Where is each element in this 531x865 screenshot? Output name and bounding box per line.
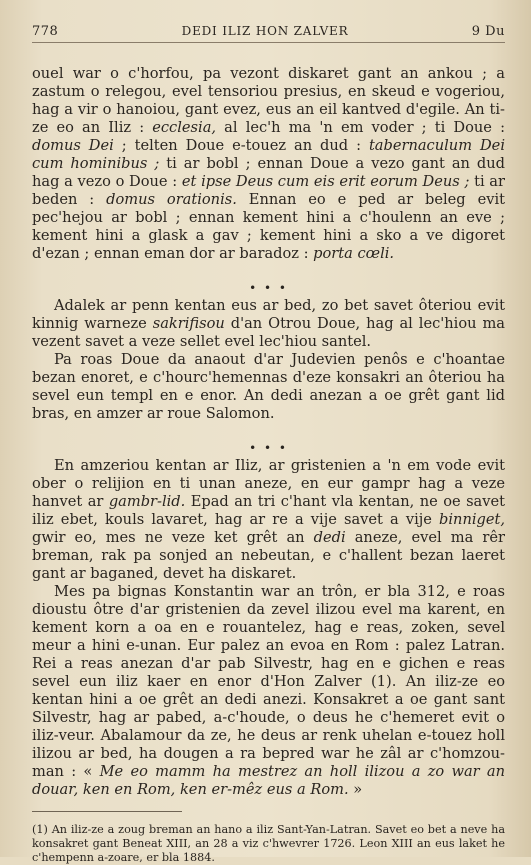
text-run: gwir eo, mes ne veze ket grêt an [32,529,314,546]
footnote: (1) An iliz-ze a zoug breman an hano a iliz Sant-Yan-Latran. Savet eo bet a neve ha konsakret gant Beneat XIII, an 28 a viz c'hwevrer 1726. Leon XIII an eus laket he c'hempenn a-zoare, er bla 1884. [32,823,505,865]
text-run: d'an Otrou Doue, hag al lec'hiou ma vezent savet a veze sellet evel lec'hiou santel. [32,315,505,350]
italic-phrase: domus Dei [32,137,114,154]
text-run: Epad an tri c'hant vla kentan, ne oe savet iliz ebet, kouls lavaret, hag ar re a vije savet a vije [32,493,506,528]
running-title: DEDI ILIZ HON ZALVER [181,24,349,38]
section-separator: • • • [249,441,288,455]
footnote-divider [32,811,182,812]
section-separator: • • • [249,281,288,295]
text-run: Adalek ar penn kentan eus ar bed, zo bet savet ôteriou evit kinnig warneze [32,297,505,332]
paragraph-4 [32,457,505,583]
text-run: aneze, evel ma rêr breman, rak pa sonjed an nebeutan, e c'hallent bezan laeret gant ar baganed, devet ha diskaret. [32,529,505,582]
text-run: Ennan eo e ped ar beleg evit pec'hejou ar bobl ; ennan kement hini a c'houlenn an eve ; kement hini a glask a gav ; kement hini a sko a ve digoret d'ezan ; ennan eman dor ar baradoz : [32,191,505,262]
text-run: ti ar bobl ; ennan Doue a vezo gant an dud hag a vezo o Doue : [32,155,505,190]
header-date: 9 Du [471,24,505,39]
italic-phrase: tabernaculum Dei cum hominibus ; [32,137,505,172]
text-run: En amzeriou kentan ar Iliz, ar gristenien a 'n em vode evit ober o relijion en ti unan aneze, en eur gampr hag a veze hanvet ar [32,457,505,510]
text-run: ; telten Doue e-touez an dud : [113,137,369,154]
italic-phrase: et ipse Deus cum eis erit eorum Deus ; [181,173,470,190]
italic-phrase: dedi [313,529,346,546]
paragraph-3: Pa roas Doue da anaout d'ar Judevien penôs e c'hoantae bezan enoret, e c'hourc'hemennas d'eze konsakri an ôteriou ha sevel eun templ en e enor. An dedi anezan a oe grêt gant lid bras, en amzer ar roue Salomon. [32,351,505,422]
paragraph-2 [32,297,505,351]
italic-phrase: sakrifisou [152,315,225,332]
text-run: » [348,781,363,798]
italic-phrase: domus orationis. [106,191,237,208]
italic-phrase: ecclesia, [152,119,217,136]
text-run: Mes pa bignas Konstantin war an trôn, er bla 312, e roas dioustu ôtre d'ar gristenien da zevel ilizou evel ma karent, en kement korn a oa en e rouantelez, hag e reas, zoken, sevel meur a hini e-unan. Eur palez an evoa en Rom : palez Latran. Rei a reas anezan d'ar pab Silvestr, hag en e gichen e reas sevel eun iliz kaer en enor d'Hon Zalver (1). An iliz-ze eo kentan hini a oe grêt an dedi anezi. Konsakret a oe gant sant Silvestr, hag ar pabed, a-c'houde, o deus he c'hemeret evit o iliz-veur. Abalamour da ze, he deus ar renk uhelan e-touez holl ilizou ar bed, ha dougen a ra bepred war he zâl ar c'homzou-man : « [32,583,505,780]
text-run: ti ar beden : [32,173,505,208]
text-run: al lec'h ma 'n em voder ; ti Doue : [216,119,505,136]
italic-phrase: binniget, [439,511,505,528]
running-header [32,24,505,43]
italic-phrase: porta cœli. [313,245,395,262]
page-number: 778 [32,24,59,39]
text-run: ouel war o c'horfou, pa vezont diskaret gant an ankou ; a zastum o relegou, evel tensoriou presius, en skeud e vogeriou, hag a vir o hanoiou, gant evez, eus an eil kantved d'egile. An ti-ze eo an Iliz : [32,65,505,136]
paragraph-5 [32,583,505,799]
italic-phrase: gambr-lid. [108,493,186,510]
italic-phrase: Me eo mamm ha mestrez an holl ilizou a zo war an douar, ken en Rom, ken er-mêz eus a Rom. [32,763,505,798]
paragraph-1 [32,65,505,263]
